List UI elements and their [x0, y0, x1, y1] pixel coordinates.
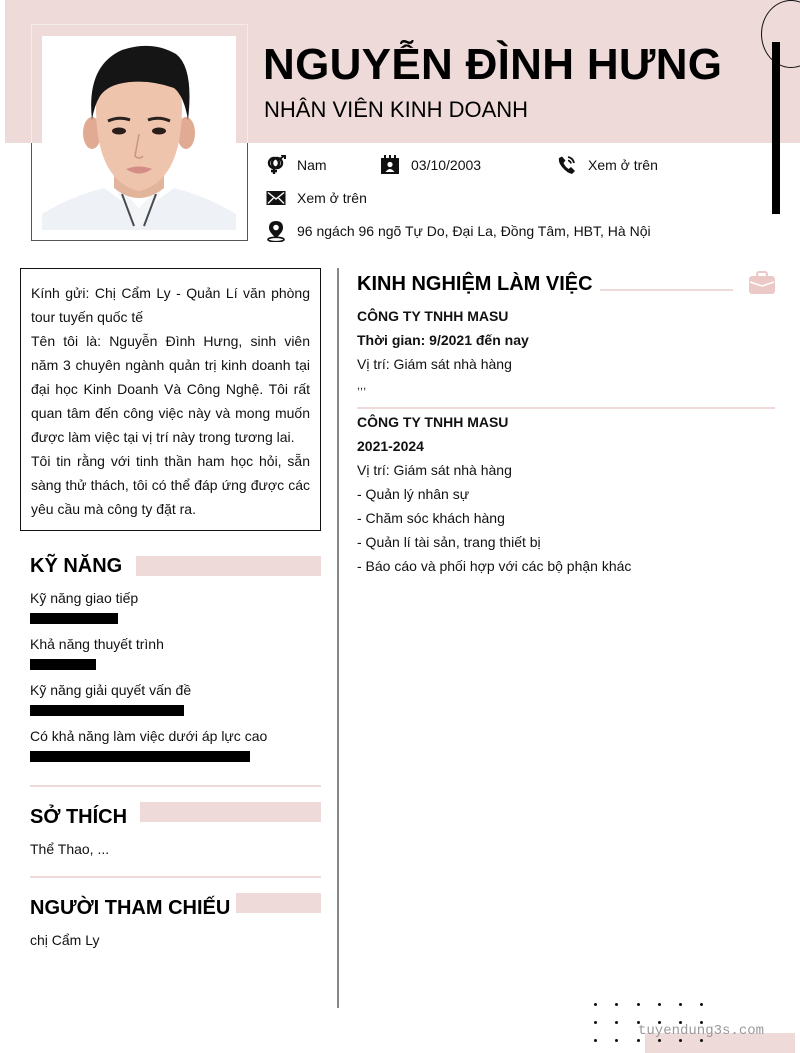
- contact-phone: [556, 154, 658, 176]
- job-period: 2021-2024: [357, 438, 424, 454]
- section-divider: [30, 876, 321, 878]
- job-detail: - Báo cáo và phối hợp với các bộ phận khác: [357, 558, 632, 574]
- phone-value: Xem ở trên: [588, 157, 658, 173]
- column-separator: [337, 268, 339, 1008]
- gender-icon: [265, 154, 287, 176]
- skill-bar: [30, 751, 250, 762]
- birthday-value: 03/10/2003: [411, 157, 482, 173]
- hobbies-text: Thể Thao, ...: [30, 841, 110, 857]
- skill-bar: [30, 705, 184, 716]
- avatar-photo: [42, 36, 236, 230]
- contact-gender: [265, 154, 327, 176]
- references-title-accent: [236, 893, 321, 913]
- job-detail: ,,,: [357, 380, 367, 392]
- hobbies-title-accent: [140, 802, 321, 822]
- candidate-name: NGUYỄN ĐÌNH HƯNG: [263, 40, 723, 89]
- experience-title: KINH NGHIỆM LÀM VIỆC: [357, 273, 593, 295]
- references-text: chị Cẩm Ly: [30, 932, 100, 948]
- skill-bar: [30, 613, 118, 624]
- skill-bar: [30, 659, 96, 670]
- portrait-illustration: [42, 36, 236, 230]
- job-divider: [357, 407, 775, 409]
- skills-title-accent: [136, 556, 321, 576]
- experience-title-line: [600, 289, 733, 291]
- briefcase-icon: [749, 271, 775, 300]
- skill-label: Khả năng thuyết trình: [30, 636, 164, 652]
- decorative-vertical-bar: [772, 42, 780, 214]
- envelope-icon: [265, 187, 287, 209]
- skill-label: Có khả năng làm việc dưới áp lực cao: [30, 728, 268, 744]
- contact-birthday: [379, 154, 481, 176]
- job-company: CÔNG TY TNHH MASU: [357, 308, 509, 324]
- gender-value: Nam: [297, 157, 327, 173]
- job-company: CÔNG TY TNHH MASU: [357, 414, 509, 430]
- job-period: Thời gian: 9/2021 đến nay: [357, 332, 529, 348]
- contact-address: [265, 220, 651, 242]
- references-title: NGƯỜI THAM CHIẾU: [30, 897, 231, 919]
- cover-letter-paragraph: Kính gửi: Chị Cẩm Ly - Quản Lí văn phòng tour tuyến quốc tế: [31, 285, 310, 325]
- hobbies-title: SỞ THÍCH: [30, 806, 128, 828]
- job-detail: - Quản lý nhân sự: [357, 486, 470, 502]
- phone-icon: [556, 154, 578, 176]
- cover-letter-paragraph: Tên tôi là: Nguyễn Đình Hưng, sinh viên năm 3 chuyên ngành quản trị kinh doanh tại đại học Kinh Doanh Và Công Nghệ. Tôi rất quan tâm đến công việc này và mong muốn được làm việc tại vị trí này trong tương lai.: [31, 333, 310, 445]
- skills-title: KỸ NĂNG: [30, 555, 123, 577]
- contact-email: [265, 187, 367, 209]
- cover-letter-paragraph: Tôi tin rằng với tinh thần ham học hỏi, sẵn sàng thử thách, tôi có thể đáp ứng được các yêu cầu mà công ty đặt ra.: [31, 453, 310, 517]
- calendar-icon: [379, 154, 401, 176]
- job-position: Vị trí: Giám sát nhà hàng: [357, 356, 512, 372]
- address-value: 96 ngách 96 ngõ Tự Do, Đại La, Đồng Tâm, HBT, Hà Nội: [297, 223, 651, 239]
- job-detail: - Chăm sóc khách hàng: [357, 510, 505, 526]
- cover-letter-box: [20, 268, 321, 531]
- skill-label: Kỹ năng giao tiếp: [30, 590, 139, 606]
- job-title: NHÂN VIÊN KINH DOANH: [264, 97, 529, 122]
- watermark: tuyendung3s.com: [638, 1023, 765, 1039]
- section-divider: [30, 785, 321, 787]
- location-pin-icon: [265, 220, 287, 242]
- email-value: Xem ở trên: [297, 190, 367, 206]
- job-position: Vị trí: Giám sát nhà hàng: [357, 462, 512, 478]
- job-detail: - Quản lí tài sản, trang thiết bị: [357, 534, 541, 550]
- skill-label: Kỹ năng giải quyết vấn đề: [30, 682, 192, 698]
